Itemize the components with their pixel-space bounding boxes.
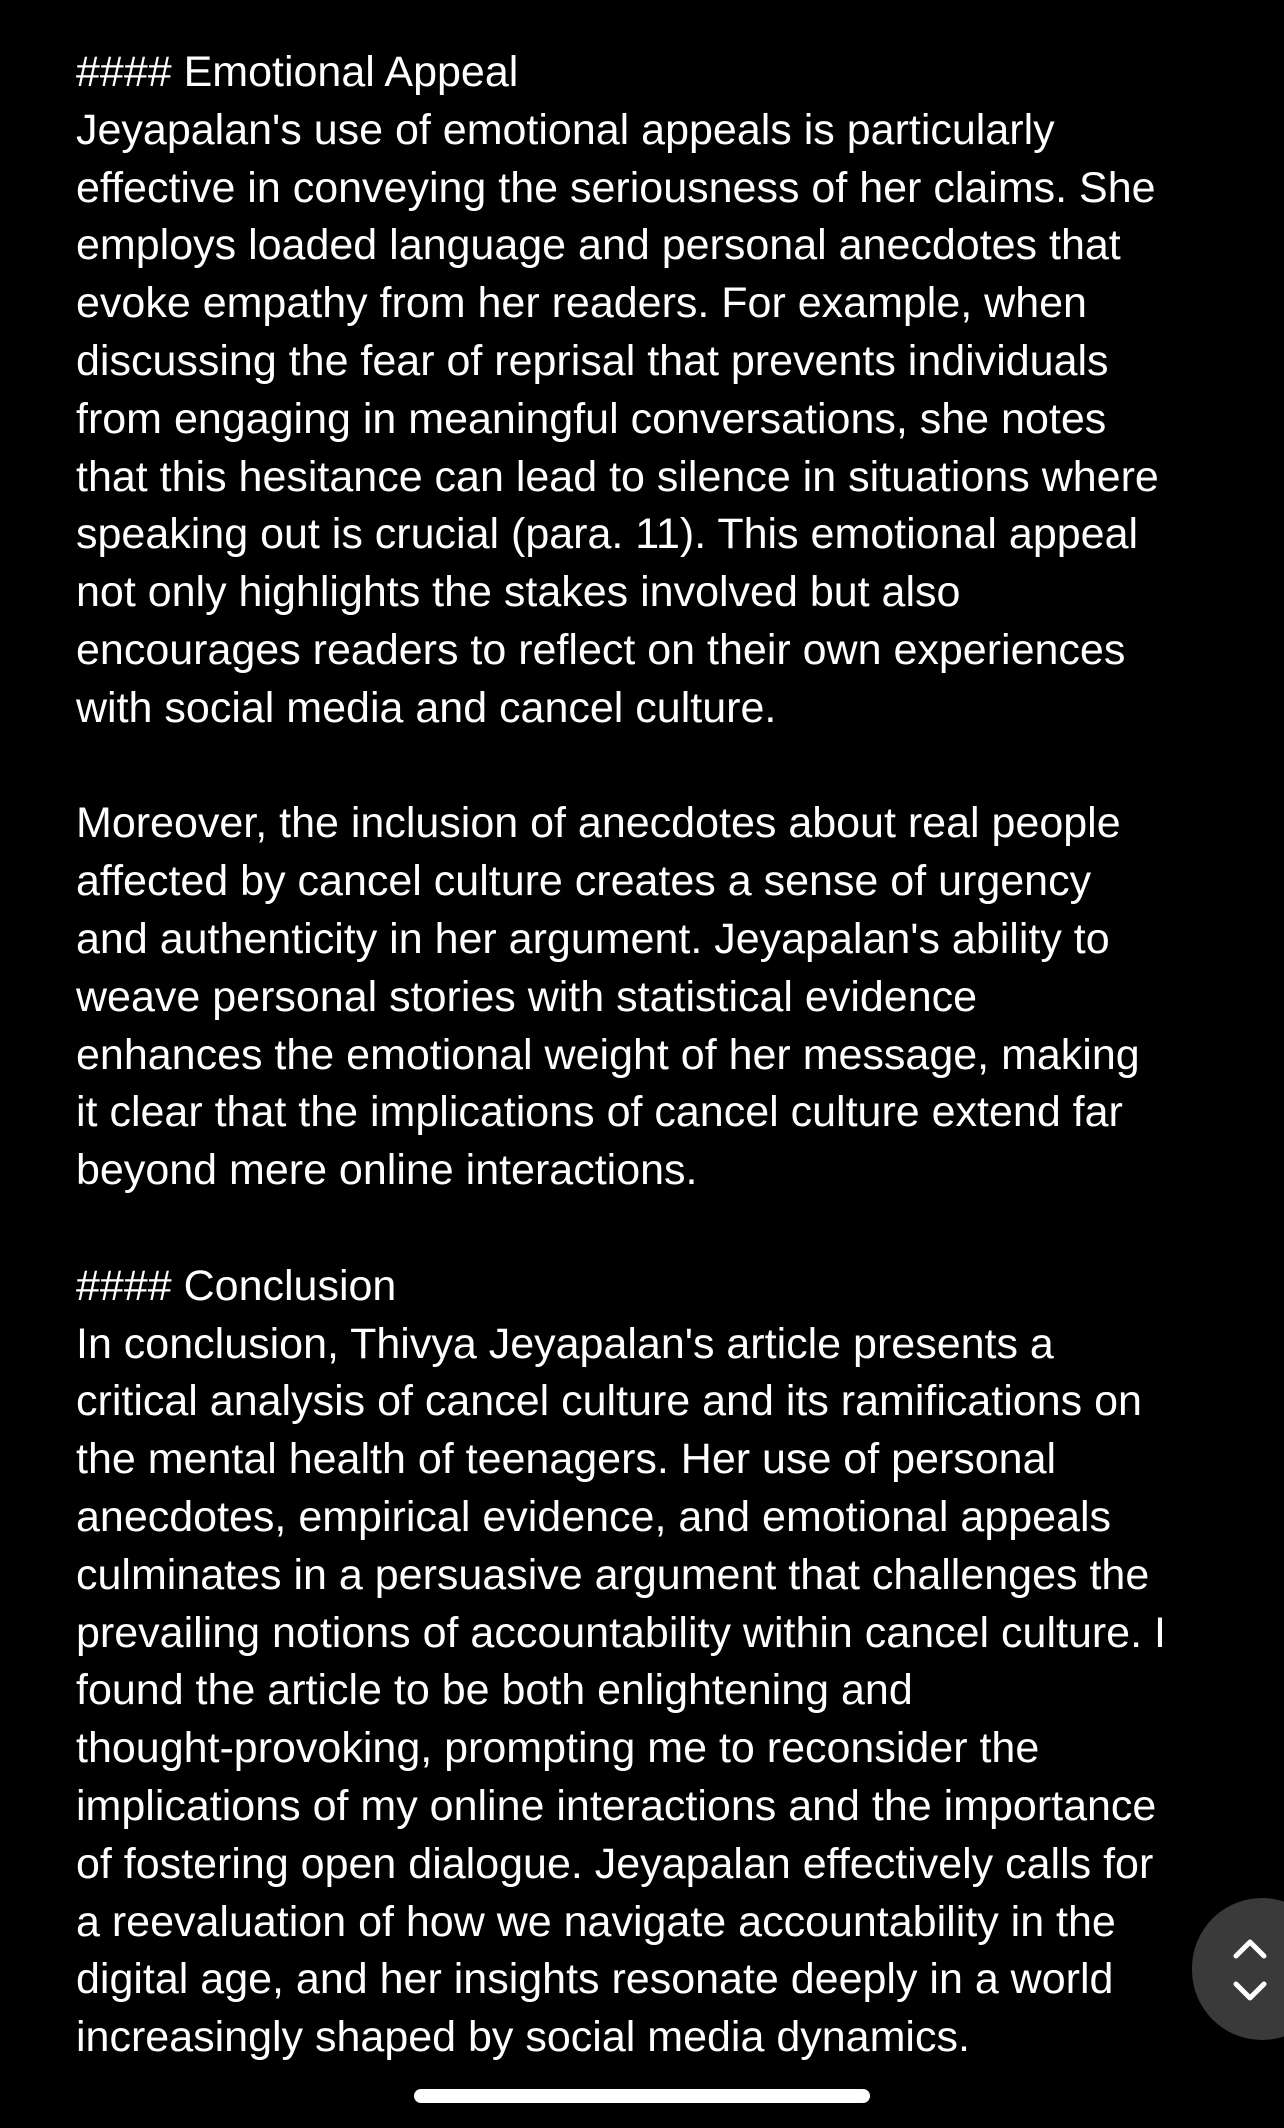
paragraph-line: employs loaded language and personal anecdotes that: [76, 221, 1121, 270]
paragraph-line: weave personal stories with statistical evidence: [76, 972, 978, 1021]
paragraph-line: thought-provoking, prompting me to reconsider the: [76, 1724, 1040, 1773]
section-heading-emotional-appeal: #### Emotional Appeal: [76, 48, 519, 96]
paragraph-line: affected by cancel culture creates a sense of urgency: [76, 857, 1092, 906]
paragraph-line: increasingly shaped by social media dynamics.: [76, 2013, 970, 2062]
paragraph-line: effective in conveying the seriousness of her claims. She: [76, 163, 1156, 212]
paragraph-line: with social media and cancel culture.: [76, 683, 777, 732]
paragraph-line: speaking out is crucial (para. 11). This emotional appeal: [76, 510, 1139, 559]
paragraph-line: not only highlights the stakes involved but also: [76, 568, 961, 617]
chevron-down-icon[interactable]: [1230, 1972, 1270, 2012]
paragraph-line: that this hesitance can lead to silence in situations where: [76, 452, 1159, 501]
paragraph-spacer: [76, 738, 1216, 796]
section-heading-conclusion: #### Conclusion: [76, 1261, 397, 1310]
paragraph-line: In conclusion, Thivya Jeyapalan's article presents a: [76, 1319, 1054, 1368]
paragraph-line: Jeyapalan's use of emotional appeals is particularly: [76, 105, 1055, 154]
document-body: [76, 44, 1216, 2067]
paragraph-line: from engaging in meaningful conversations, she notes: [76, 394, 1107, 443]
paragraph-line: the mental health of teenagers. Her use of personal: [76, 1435, 1057, 1484]
paragraph-line: anecdotes, empirical evidence, and emotional appeals: [76, 1492, 1112, 1541]
paragraph-line: of fostering open dialogue. Jeyapalan effectively calls for: [76, 1839, 1154, 1888]
paragraph-line: enhances the emotional weight of her message, making: [76, 1030, 1140, 1079]
paragraph-line: prevailing notions of accountability within cancel culture. I: [76, 1608, 1166, 1657]
paragraph-line: found the article to be both enlightening and: [76, 1666, 913, 1715]
paragraph-line: it clear that the implications of cancel culture extend far: [76, 1088, 1123, 1137]
paragraph-line: Moreover, the inclusion of anecdotes about real people: [76, 799, 1121, 848]
paragraph-spacer: [76, 1200, 1216, 1258]
paragraph-line: evoke empathy from her readers. For example, when: [76, 279, 1087, 328]
paragraph-line: beyond mere online interactions.: [76, 1146, 698, 1195]
chevron-up-icon[interactable]: [1230, 1928, 1270, 1968]
paragraph-line: digital age, and her insights resonate deeply in a world: [76, 1955, 1114, 2004]
home-indicator[interactable]: [414, 2089, 870, 2103]
paragraph-line: implications of my online interactions and the importance: [76, 1781, 1157, 1830]
paragraph-line: culminates in a persuasive argument that challenges the: [76, 1550, 1150, 1599]
paragraph-line: and authenticity in her argument. Jeyapalan's ability to: [76, 914, 1110, 963]
paragraph-line: discussing the fear of reprisal that prevents individuals: [76, 336, 1109, 385]
paragraph-line: critical analysis of cancel culture and its ramifications on: [76, 1377, 1142, 1426]
paragraph-line: a reevaluation of how we navigate accountability in the: [76, 1897, 1116, 1946]
paragraph-line: encourages readers to reflect on their own experiences: [76, 625, 1126, 674]
